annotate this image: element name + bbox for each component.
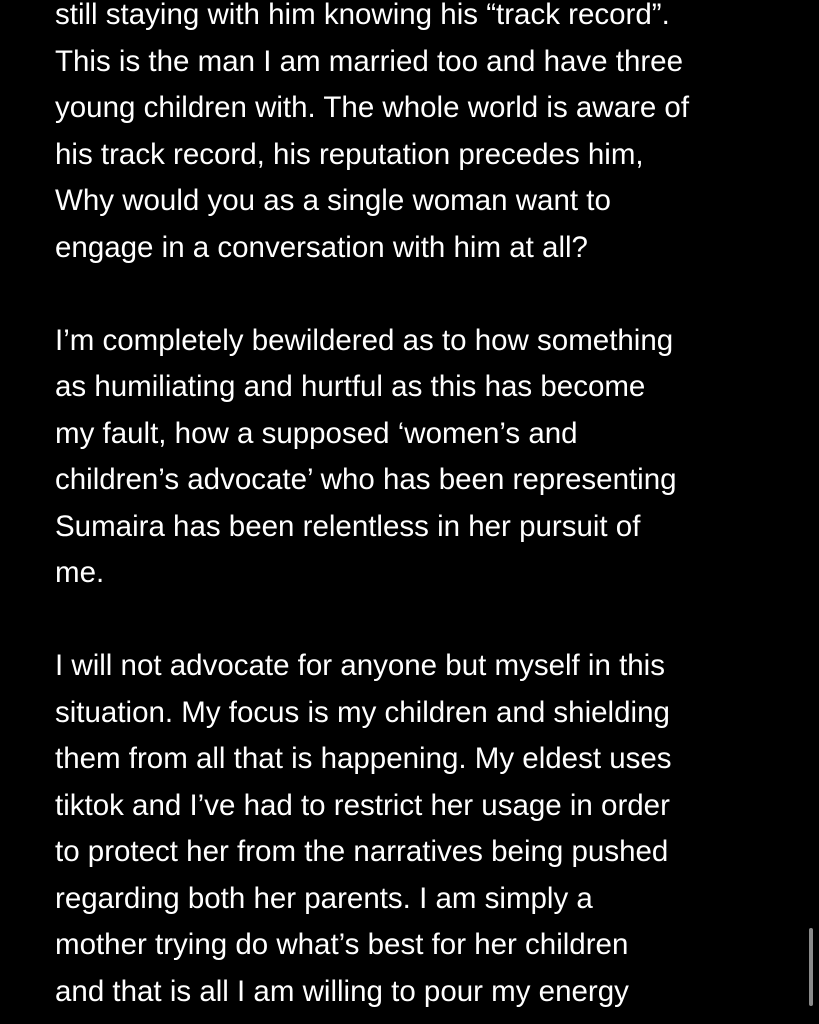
- text-line: to protect her from the narratives being pushed: [55, 835, 669, 868]
- text-line: them from all that is happening. My eldest uses: [55, 742, 672, 775]
- text-line: regarding both her parents. I am simply a: [55, 881, 593, 915]
- text-line: tiktok and I’ve had to restrict her usage in order: [55, 788, 670, 822]
- text-line: Sumaira has been relentless in her pursuit of: [55, 509, 641, 543]
- text-line: engage in a conversation with him at all?: [55, 230, 588, 264]
- text-line: and that is all I am willing to pour my energy: [55, 974, 629, 1008]
- text-line: This is the man I am married too and have three: [55, 44, 683, 78]
- text-line: I will not advocate for anyone but myself in this: [55, 649, 665, 682]
- paragraph-3: [55, 643, 795, 1015]
- paragraph-2: [55, 318, 795, 597]
- text-line: mother trying do what’s best for her children: [55, 928, 629, 961]
- text-line: me.: [55, 556, 105, 589]
- paragraph-spacer: [55, 271, 795, 318]
- text-line: his track record, his reputation precedes him,: [55, 137, 644, 171]
- text-line: I’m completely bewildered as to how something: [55, 323, 674, 357]
- text-line: situation. My focus is my children and shielding: [55, 695, 670, 729]
- paragraph-spacer: [55, 597, 795, 644]
- text-line: still staying with him knowing his “track record”.: [55, 0, 670, 31]
- text-line: young children with. The whole world is aware of: [55, 91, 690, 124]
- vertical-scrollbar[interactable]: [809, 928, 813, 1006]
- text-line: as humiliating and hurtful as this has become: [55, 370, 646, 403]
- text-line: my fault, how a supposed ‘women’s and: [55, 416, 578, 450]
- text-line: Why would you as a single woman want to: [55, 184, 611, 217]
- text-line: children’s advocate’ who has been representing: [55, 463, 677, 496]
- note-text-body[interactable]: [55, 0, 795, 1015]
- paragraph-1: [55, 0, 795, 271]
